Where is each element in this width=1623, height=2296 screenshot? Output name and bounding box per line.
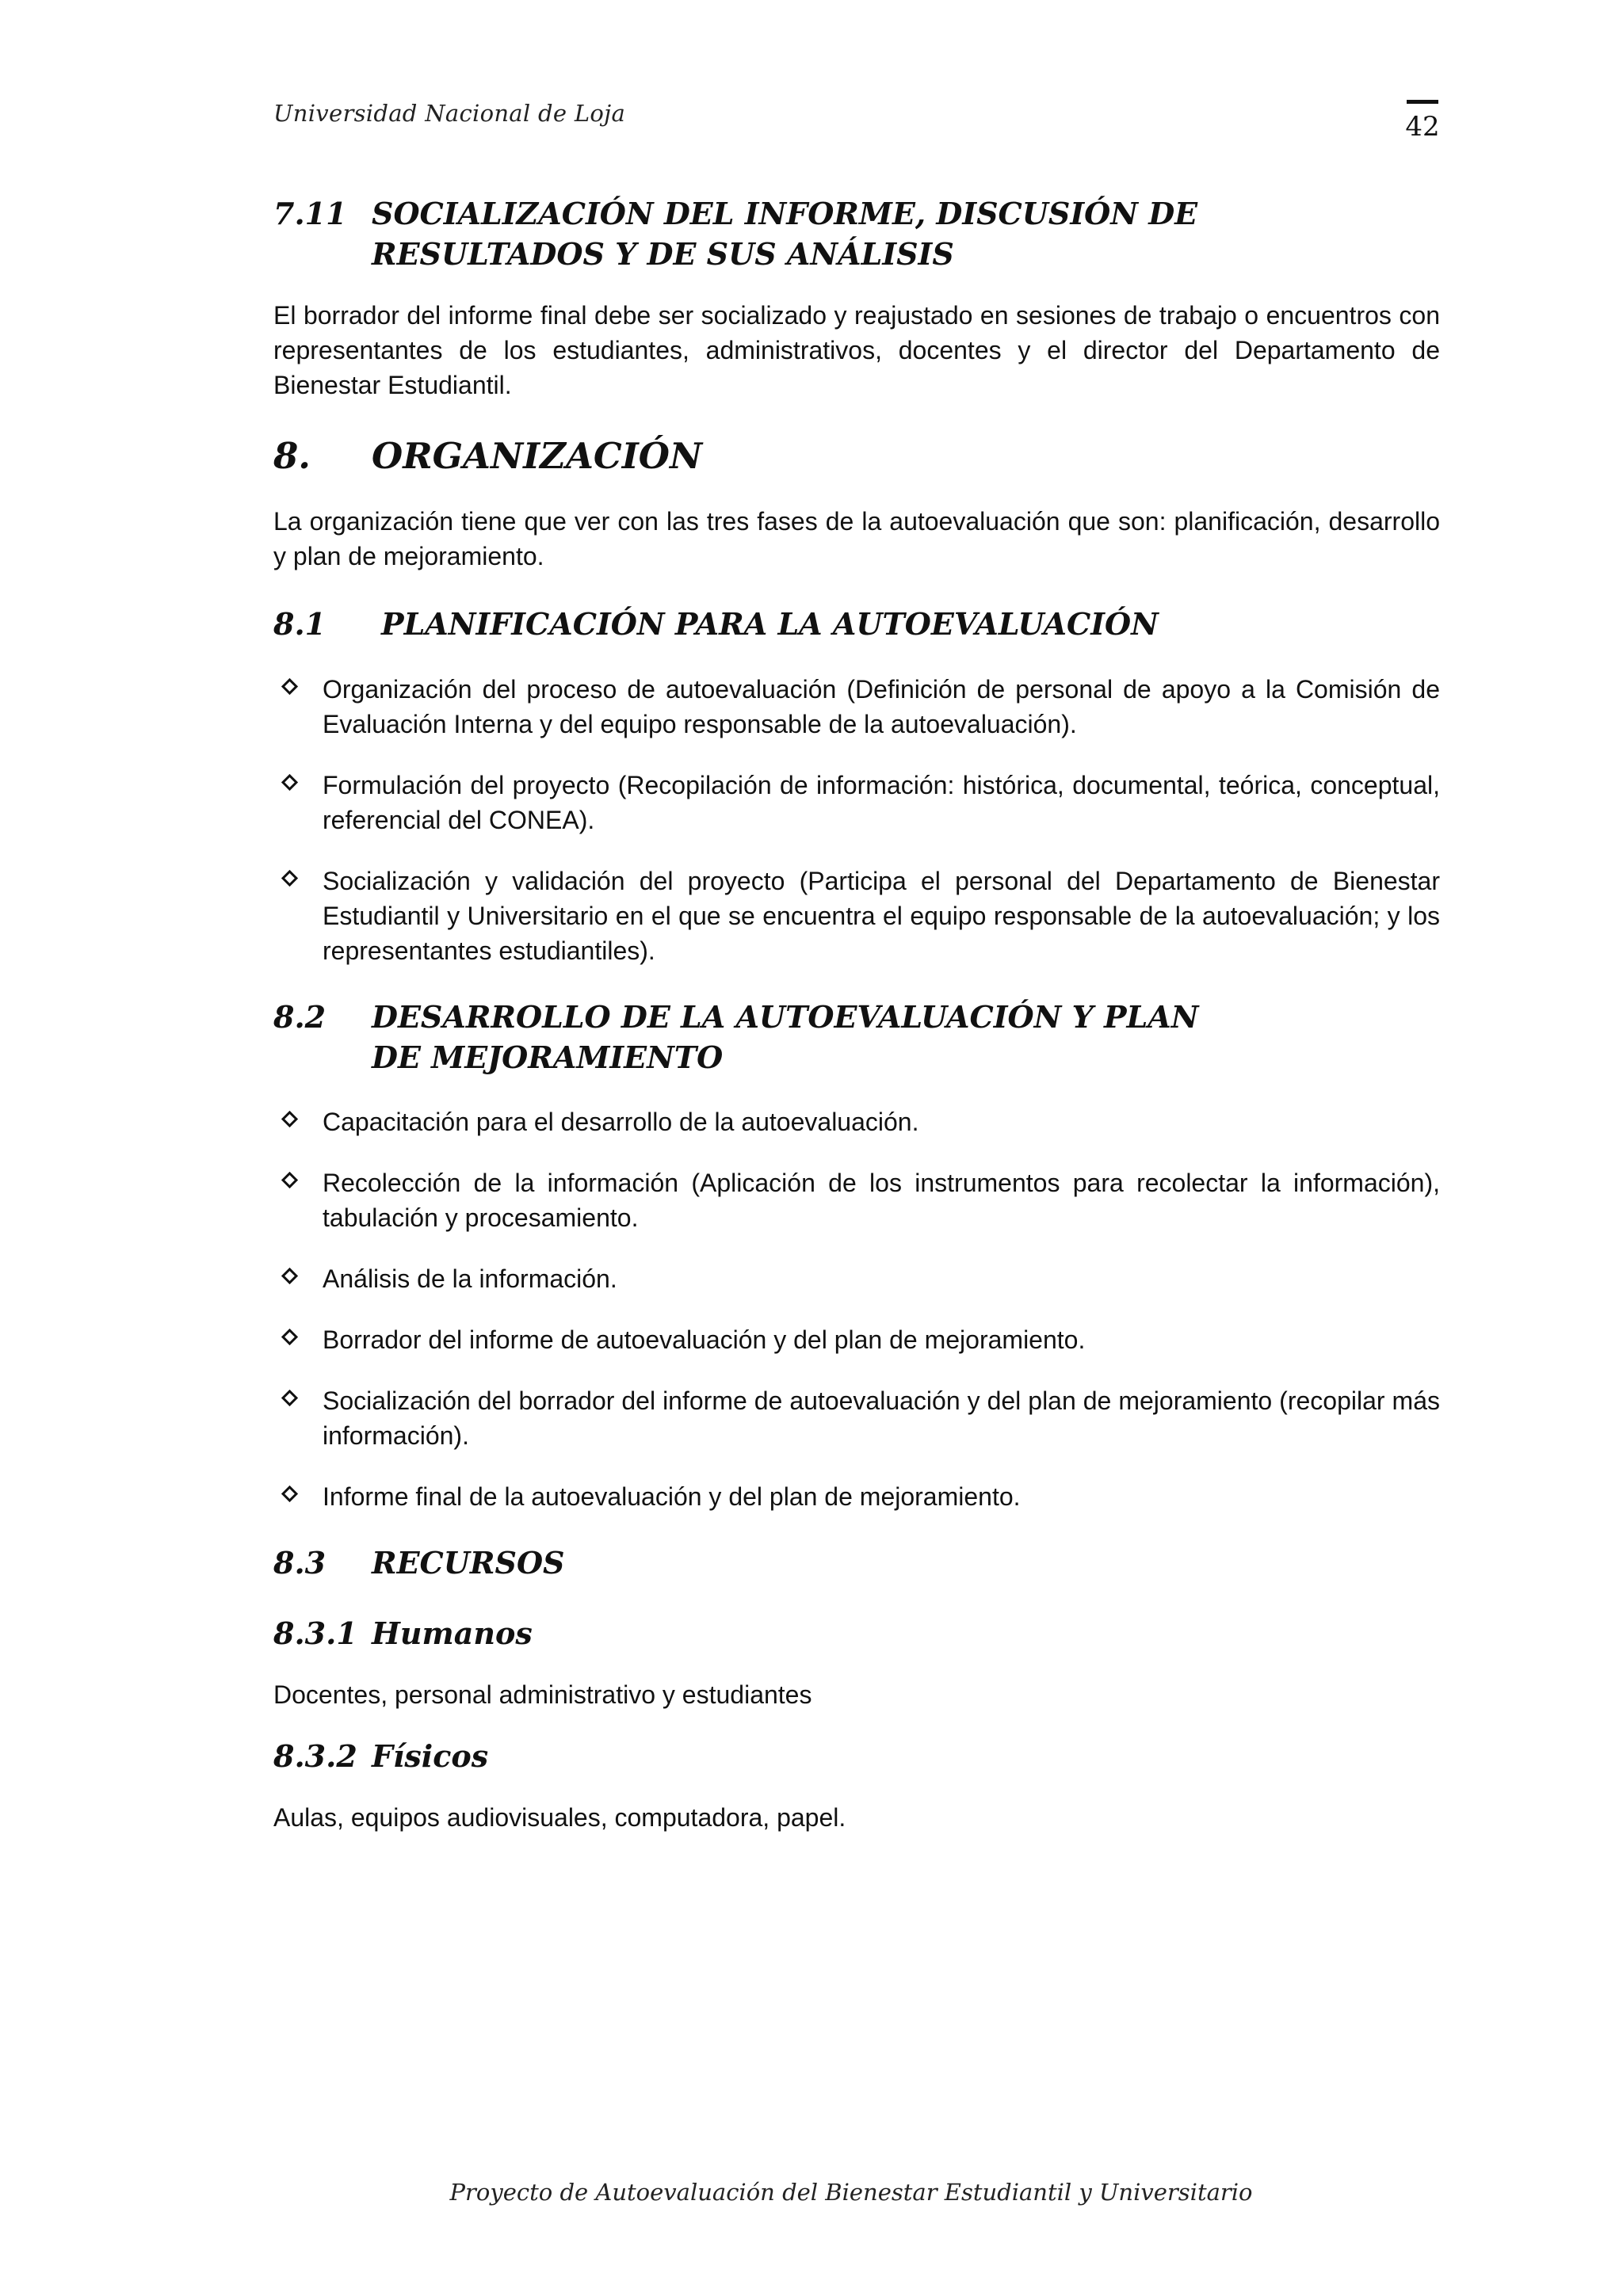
list-8-1 — [273, 672, 1440, 968]
diamond-bullet-icon — [273, 1479, 323, 1514]
heading-8 — [273, 433, 1440, 480]
diamond-bullet-icon — [273, 864, 323, 898]
diamond-bullet-icon — [273, 1383, 323, 1418]
diamond-bullet-icon — [273, 1261, 323, 1296]
heading-title: PLANIFICACIÓN PARA LA AUTOEVALUACIÓN — [381, 606, 1159, 642]
heading-title: ORGANIZACIÓN — [372, 435, 703, 477]
page-number: 42 — [1405, 111, 1440, 143]
list-item — [273, 864, 1440, 968]
heading-8-1 — [273, 604, 1440, 644]
list-item — [273, 1261, 1440, 1296]
diamond-bullet-icon — [273, 1165, 323, 1200]
list-item — [273, 1322, 1440, 1357]
heading-number: 8.3.1 — [273, 1615, 357, 1651]
list-item — [273, 768, 1440, 837]
heading-title: SOCIALIZACIÓN DEL INFORME, DISCUSIÓN DE RESULTADOS Y DE SUS ANÁLISIS — [372, 196, 1198, 272]
page-number-rule — [1407, 100, 1438, 104]
heading-title: DESARROLLO DE LA AUTOEVALUACIÓN Y PLAN DE MEJORAMIENTO — [372, 999, 1199, 1075]
heading-8-2 — [273, 997, 1440, 1077]
list-item-text: Capacitación para el desarrollo de la autoevaluación. — [323, 1108, 919, 1136]
heading-7-11 — [273, 193, 1440, 274]
heading-8-3-1 — [273, 1613, 1440, 1653]
paragraph-7-11: El borrador del informe final debe ser socializado y reajustado en sesiones de trabajo o encuentros con representantes de los estudiantes, administrativos, docentes y el director del Departamento de Bienestar Estudiantil. — [273, 301, 1440, 399]
list-item-text: Formulación del proyecto (Recopilación de información: histórica, documental, teórica, conceptual, referencial del CONEA). — [323, 771, 1440, 834]
paragraph-8: La organización tiene que ver con las tres fases de la autoevaluación que son: planificación, desarrollo y plan de mejoramiento. — [273, 507, 1440, 570]
list-item-text: Recolección de la información (Aplicación de los instrumentos para recolectar la información), tabulación y procesamiento. — [323, 1169, 1440, 1232]
heading-number: 7.11 — [273, 196, 347, 231]
heading-8-3-2 — [273, 1736, 1440, 1776]
list-8-2 — [273, 1104, 1440, 1514]
heading-number: 8.1 — [273, 606, 327, 642]
paragraph-8-3-1: Docentes, personal administrativo y estudiantes — [273, 1680, 812, 1709]
list-item-text: Informe final de la autoevaluación y del plan de mejoramiento. — [323, 1482, 1021, 1511]
heading-number: 8. — [273, 435, 311, 477]
list-item-text: Borrador del informe de autoevaluación y del plan de mejoramiento. — [323, 1325, 1086, 1354]
heading-number: 8.2 — [273, 999, 327, 1035]
list-item — [273, 1165, 1440, 1235]
diamond-bullet-icon — [273, 768, 323, 803]
diamond-bullet-icon — [273, 1104, 323, 1139]
diamond-bullet-icon — [273, 672, 323, 707]
list-item — [273, 672, 1440, 742]
page-content — [273, 193, 1440, 1835]
running-footer: Proyecto de Autoevaluación del Bienestar Estudiantil y Universitario — [449, 2179, 1253, 2206]
list-item-text: Socialización y validación del proyecto (Participa el personal del Departamento de Bienestar Estudiantil y Universitario en el que se encuentra el equipo responsable de la autoevaluación; y los representantes estudiantiles). — [323, 867, 1440, 965]
heading-number: 8.3.2 — [273, 1738, 357, 1774]
running-header: Universidad Nacional de Loja — [273, 100, 626, 127]
list-item — [273, 1383, 1440, 1453]
diamond-bullet-icon — [273, 1322, 323, 1357]
paragraph-8-3-2: Aulas, equipos audiovisuales, computadora, papel. — [273, 1803, 846, 1832]
heading-8-3 — [273, 1543, 1440, 1583]
list-item-text: Análisis de la información. — [323, 1264, 617, 1293]
list-item-text: Organización del proceso de autoevaluación (Definición de personal de apoyo a la Comisión de Evaluación Interna y del equipo responsable de la autoevaluación). — [323, 675, 1440, 738]
heading-title: Humanos — [372, 1615, 533, 1651]
heading-number: 8.3 — [273, 1545, 327, 1581]
list-item — [273, 1479, 1440, 1514]
list-item — [273, 1104, 1440, 1139]
heading-title: Físicos — [372, 1738, 489, 1774]
heading-title: RECURSOS — [372, 1545, 565, 1581]
list-item-text: Socialización del borrador del informe de autoevaluación y del plan de mejoramiento (recopilar más información). — [323, 1386, 1440, 1450]
